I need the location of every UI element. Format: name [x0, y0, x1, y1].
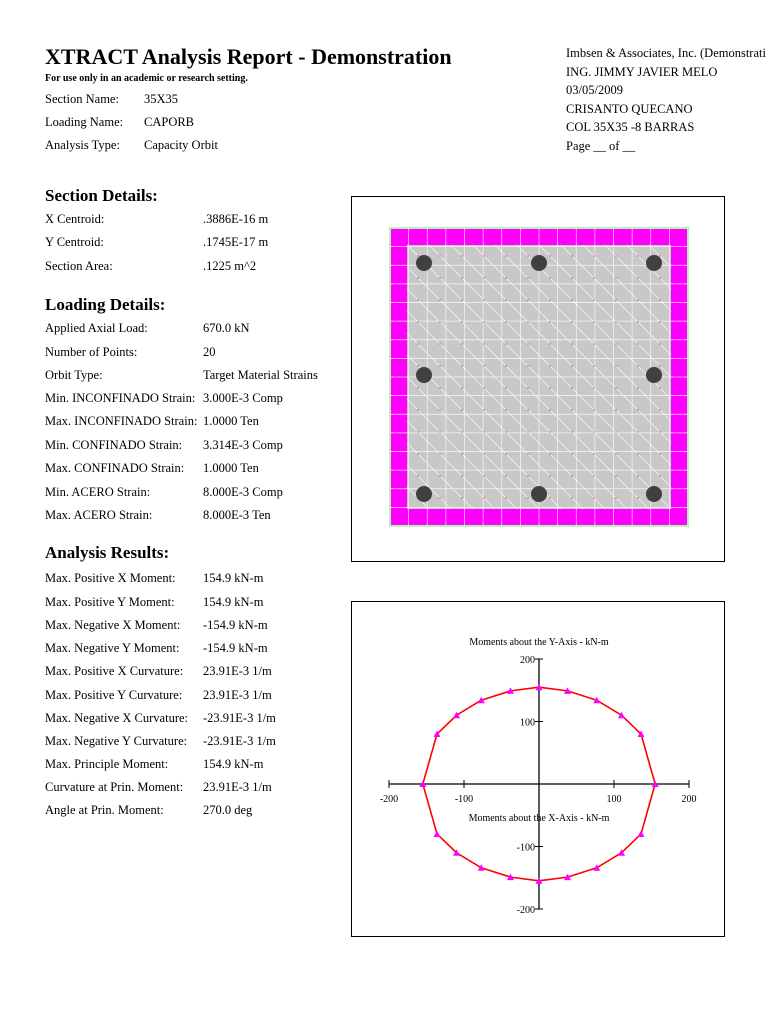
rebar [416, 367, 432, 383]
kv-label: Min. INCONFINADO Strain: [45, 391, 196, 405]
kv-label: Max. Negative Y Moment: [45, 641, 180, 655]
x-tick-label: -200 [379, 794, 399, 805]
kv-value: 8.000E-3 Ten [203, 508, 271, 522]
kv-label: Number of Points: [45, 345, 138, 359]
kv-label: Max. Positive Y Curvature: [45, 688, 183, 702]
report-subtitle: For use only in an academic or research setting. [45, 73, 248, 84]
rebar [531, 255, 547, 271]
kv-label: Max. Positive Y Moment: [45, 595, 175, 609]
column-description: COL 35X35 -8 BARRAS [566, 120, 695, 135]
kv-value: -154.9 kN-m [203, 618, 268, 632]
kv-value: .1745E-17 m [203, 235, 269, 249]
orbit-chart [352, 602, 724, 936]
kv-label: Min. ACERO Strain: [45, 485, 151, 499]
rebar [416, 255, 432, 271]
kv-label: Max. INCONFINADO Strain: [45, 414, 198, 428]
orbit-point [618, 712, 625, 719]
engineer-name: ING. JIMMY JAVIER MELO [566, 64, 718, 79]
kv-value: 1.0000 Ten [203, 414, 259, 428]
chart-frame [351, 601, 725, 937]
kv-value: -23.91E-3 1/m [203, 734, 276, 748]
analysis-type-label: Analysis Type: [45, 138, 120, 152]
orbit-point [593, 864, 600, 871]
kv-label: Max. CONFINADO Strain: [45, 461, 185, 475]
report-date: 03/05/2009 [566, 83, 623, 98]
section-figure-frame [351, 196, 725, 562]
kv-label: Max. Principle Moment: [45, 757, 169, 771]
rebar [646, 255, 662, 271]
kv-label: Max. ACERO Strain: [45, 508, 153, 522]
chart-title: Moments about the Y-Axis - kN-m [469, 637, 609, 648]
kv-label: Curvature at Prin. Moment: [45, 780, 184, 794]
rebar [646, 367, 662, 383]
section-details-heading: Section Details: [45, 186, 158, 205]
kv-value: 3.000E-3 Comp [203, 391, 283, 405]
x-tick-label: -100 [454, 794, 474, 805]
section-name-label: Section Name: [45, 92, 119, 106]
kv-label: Max. Positive X Curvature: [45, 664, 184, 678]
kv-value: -23.91E-3 1/m [203, 711, 276, 725]
kv-label: Min. CONFINADO Strain: [45, 438, 183, 452]
report-title: XTRACT Analysis Report - Demonstration [45, 44, 452, 69]
kv-value: 154.9 kN-m [203, 571, 264, 585]
orbit-point [478, 864, 485, 871]
kv-label: Section Area: [45, 259, 113, 273]
loading-details-heading: Loading Details: [45, 295, 166, 314]
loading-name-label: Loading Name: [45, 115, 124, 129]
kv-label: Y Centroid: [45, 235, 104, 249]
loading-name-value: CAPORB [144, 115, 195, 129]
kv-label: Applied Axial Load: [45, 321, 148, 335]
company-name: Imbsen & Associates, Inc. (Demonstrati [566, 46, 766, 60]
kv-value: .3886E-16 m [203, 212, 269, 226]
section-name-value: 35X35 [144, 92, 179, 106]
rebar [531, 486, 547, 502]
author-name: CRISANTO QUECANO [566, 101, 693, 116]
orbit-point [638, 831, 645, 838]
analysis-type-value: Capacity Orbit [144, 138, 218, 152]
kv-label: Orbit Type: [45, 368, 103, 382]
chart-xlabel: Moments about the X-Axis - kN-m [468, 813, 610, 824]
y-tick-label: 200 [520, 655, 535, 666]
kv-label: Angle at Prin. Moment: [45, 803, 164, 817]
kv-value: Target Material Strains [203, 368, 318, 382]
kv-value: 1.0000 Ten [203, 461, 259, 475]
page-number: Page __ of __ [566, 138, 636, 153]
kv-value: 670.0 kN [203, 321, 250, 335]
kv-value: 23.91E-3 1/m [203, 780, 272, 794]
y-tick-label: -200 [516, 905, 535, 916]
kv-value: -154.9 kN-m [203, 641, 268, 655]
section-figure [352, 197, 724, 561]
y-tick-label: -100 [516, 842, 535, 854]
orbit-point [453, 712, 460, 719]
kv-value: 23.91E-3 1/m [203, 688, 272, 702]
x-tick-label: 200 [681, 794, 697, 805]
rebar [416, 486, 432, 502]
kv-value: .1225 m^2 [203, 259, 257, 273]
orbit-point [434, 831, 441, 838]
kv-value: 8.000E-3 Comp [203, 485, 283, 499]
report-info-block [566, 44, 766, 156]
kv-value: 3.314E-3 Comp [203, 438, 283, 452]
x-tick-label: 100 [606, 794, 622, 805]
kv-label: Max. Negative X Curvature: [45, 711, 189, 725]
analysis-results-heading: Analysis Results: [45, 543, 170, 562]
kv-value: 270.0 deg [203, 803, 253, 817]
kv-label: X Centroid: [45, 212, 105, 226]
y-tick-label: 100 [520, 717, 535, 729]
rebar [646, 486, 662, 502]
kv-label: Max. Positive X Moment: [45, 571, 176, 585]
kv-value: 154.9 kN-m [203, 757, 264, 771]
kv-value: 154.9 kN-m [203, 595, 264, 609]
kv-value: 20 [203, 345, 216, 359]
kv-label: Max. Negative Y Curvature: [45, 734, 188, 748]
kv-label: Max. Negative X Moment: [45, 618, 181, 632]
kv-value: 23.91E-3 1/m [203, 664, 272, 678]
